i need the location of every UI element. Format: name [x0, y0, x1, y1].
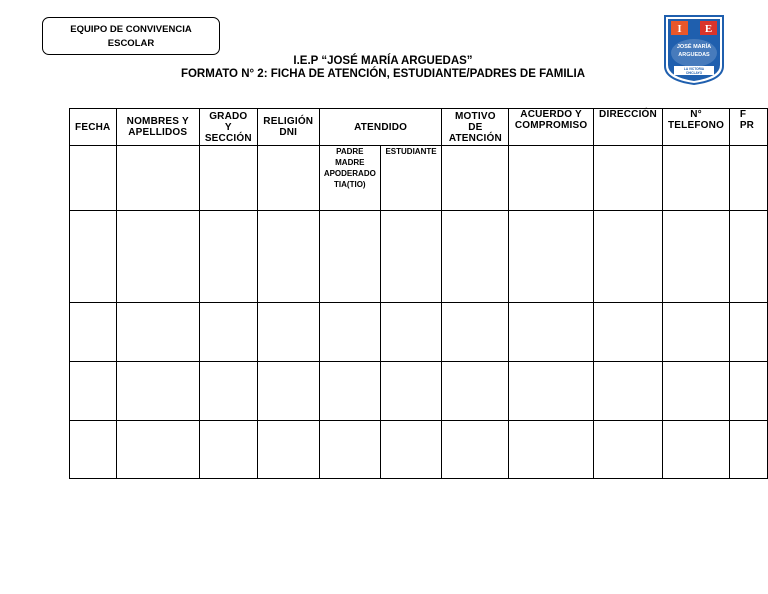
col-partial-line2: PR [739, 120, 755, 131]
team-label-line1: EQUIPO DE CONVIVENCIA [70, 24, 192, 35]
cell-fecha[interactable] [70, 146, 117, 211]
cell-religion[interactable] [257, 303, 319, 362]
atendido-option-apoderado: APODERADO [323, 169, 376, 178]
cell-direccion[interactable] [593, 211, 662, 303]
col-fecha-label: FECHA [75, 121, 111, 133]
cell-partial[interactable] [729, 421, 767, 479]
atendido-option-estudiante: ESTUDIANTE [385, 147, 437, 156]
cell-motivo[interactable] [442, 146, 509, 211]
cell-atendido-estudiante[interactable] [380, 303, 442, 362]
col-nombres [116, 109, 200, 146]
crest-letter-right: E [704, 23, 713, 35]
cell-atendido-padres[interactable] [319, 362, 380, 421]
col-partial-line1: F [739, 109, 747, 120]
col-motivo-line1: MOTIVO [455, 110, 496, 122]
col-acuerdo-line2: COMPROMISO [514, 120, 588, 131]
cell-partial[interactable] [729, 211, 767, 303]
col-nombres-line2: APELLIDOS [128, 127, 188, 138]
cell-partial[interactable] [729, 303, 767, 362]
table-row [70, 421, 768, 479]
col-religion-line2: DNI [279, 127, 298, 138]
cell-nombres[interactable] [116, 303, 200, 362]
cell-religion[interactable] [257, 211, 319, 303]
cell-fecha[interactable] [70, 362, 117, 421]
cell-religion[interactable] [257, 362, 319, 421]
cell-direccion[interactable] [593, 146, 662, 211]
atendido-option-padre: PADRE [336, 147, 364, 156]
cell-motivo[interactable] [442, 362, 509, 421]
team-label-line2: ESCOLAR [107, 38, 155, 49]
col-religion [257, 109, 319, 146]
col-fecha [70, 109, 117, 146]
cell-atendido-padres[interactable] [319, 421, 380, 479]
cell-acuerdo[interactable] [509, 146, 593, 211]
crest-letter-left: I [677, 23, 682, 35]
table-row [70, 303, 768, 362]
col-motivo-line2: DE [468, 121, 483, 133]
col-telefono [663, 109, 730, 146]
col-partial [729, 109, 767, 146]
atendido-option-tio: TIA(TIO) [334, 180, 366, 189]
cell-fecha[interactable] [70, 211, 117, 303]
cell-atendido-padres[interactable] [319, 303, 380, 362]
col-direccion-label: DIRECCIÓN [599, 109, 657, 120]
cell-acuerdo[interactable] [509, 421, 593, 479]
col-grado-line3: SECCIÓN [204, 132, 252, 144]
crest-name-line1: JOSÉ MARÍA [676, 44, 712, 50]
col-direccion [593, 109, 662, 146]
format-title: FORMATO N° 2: FICHA DE ATENCIÓN, ESTUDIANTE/PADRES DE FAMILIA [180, 68, 586, 80]
col-motivo-line3: ATENCIÓN [448, 132, 502, 144]
col-telefono-line2: TELEFONO [668, 120, 725, 131]
crest-place-line2: CHICLAYO [685, 71, 703, 75]
cell-direccion[interactable] [593, 362, 662, 421]
cell-telefono[interactable] [663, 146, 730, 211]
table-row [70, 211, 768, 303]
cell-grado[interactable] [200, 303, 258, 362]
cell-acuerdo[interactable] [509, 362, 593, 421]
cell-religion[interactable] [257, 421, 319, 479]
cell-telefono[interactable] [663, 421, 730, 479]
crest-place-line1: LA VICTORIA [683, 67, 705, 71]
atendido-padres-option[interactable] [319, 146, 380, 211]
cell-telefono[interactable] [663, 211, 730, 303]
atendido-option-madre: MADRE [335, 158, 365, 167]
cell-partial[interactable] [729, 362, 767, 421]
cell-motivo[interactable] [442, 303, 509, 362]
col-grado [200, 109, 258, 146]
cell-grado[interactable] [200, 211, 258, 303]
attention-form-table [69, 108, 768, 479]
cell-telefono[interactable] [663, 303, 730, 362]
col-atendido [319, 109, 441, 146]
cell-nombres[interactable] [116, 146, 200, 211]
col-grado-line2: Y [224, 121, 232, 133]
cell-religion[interactable] [257, 146, 319, 211]
cell-telefono[interactable] [663, 362, 730, 421]
cell-nombres[interactable] [116, 421, 200, 479]
col-acuerdo-line1: ACUERDO Y [520, 109, 582, 120]
col-nombres-line1: NOMBRES Y [126, 116, 189, 127]
cell-acuerdo[interactable] [509, 211, 593, 303]
cell-grado[interactable] [200, 146, 258, 211]
school-name: I.E.P “JOSÉ MARÍA ARGUEDAS” [293, 55, 473, 67]
cell-fecha[interactable] [70, 421, 117, 479]
col-grado-line1: GRADO [209, 110, 248, 122]
col-telefono-line1: N° [690, 109, 702, 120]
col-atendido-label: ATENDIDO [354, 121, 408, 133]
cell-motivo[interactable] [442, 421, 509, 479]
crest-name-line2: ARGUEDAS [678, 52, 710, 58]
table-row [70, 146, 768, 211]
cell-grado[interactable] [200, 421, 258, 479]
col-acuerdo [509, 109, 593, 146]
col-religion-line1: RELIGIÓN [263, 116, 314, 127]
atendido-estudiante-option[interactable] [380, 146, 442, 211]
cell-atendido-estudiante[interactable] [380, 362, 442, 421]
cell-acuerdo[interactable] [509, 303, 593, 362]
cell-atendido-estudiante[interactable] [380, 211, 442, 303]
cell-atendido-estudiante[interactable] [380, 421, 442, 479]
col-motivo [442, 109, 509, 146]
cell-fecha[interactable] [70, 303, 117, 362]
cell-partial[interactable] [729, 146, 767, 211]
cell-direccion[interactable] [593, 303, 662, 362]
table-row [70, 362, 768, 421]
cell-atendido-padres[interactable] [319, 211, 380, 303]
cell-nombres[interactable] [116, 362, 200, 421]
cell-motivo[interactable] [442, 211, 509, 303]
cell-nombres[interactable] [116, 211, 200, 303]
cell-grado[interactable] [200, 362, 258, 421]
cell-direccion[interactable] [593, 421, 662, 479]
